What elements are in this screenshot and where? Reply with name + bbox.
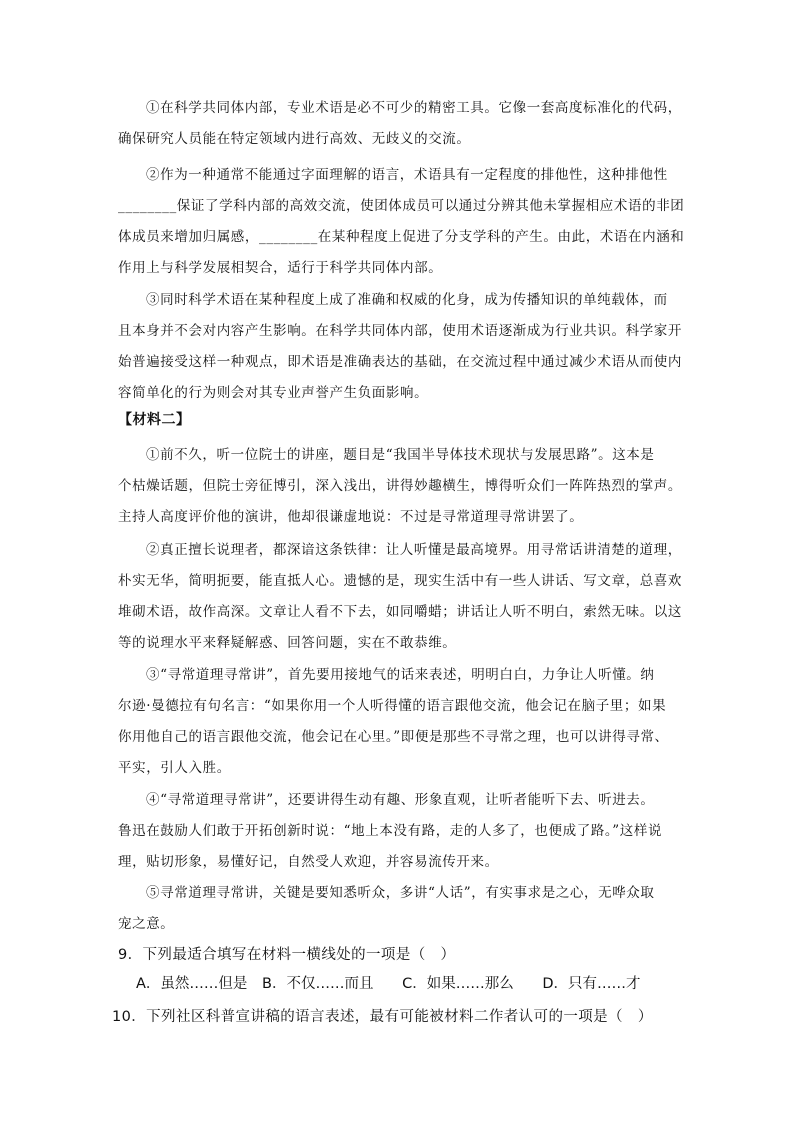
text-line: ⑤寻常道理寻常讲，关键是要知悉听众，多讲“人话”，有实事求是之心，无哗众取 — [146, 885, 655, 901]
material1-paragraph-3 — [118, 285, 682, 409]
material2-header: 【材料二】 — [118, 412, 191, 428]
text-line: 理，贴切形象，易懂好记，自然受人欢迎，并容易流传开来。 — [118, 854, 499, 870]
text-line: 朴实无华，简明扼要，能直抵人心。遗憾的是，现实生活中有一些人讲话、写文章，总喜欢 — [118, 573, 682, 589]
text-line: ④“寻常道理寻常讲”，还要讲得生动有趣、形象直观，让听者能听下去、听进去。 — [146, 792, 655, 808]
text-line: 体成员来增加归属感，________在某种程度上促进了分支学科的产生。由此，术语在内涵和 — [118, 229, 685, 245]
option-b: B．不仅……而且 — [262, 976, 374, 992]
material1-paragraph-1 — [118, 93, 682, 155]
material1-paragraph-2 — [118, 160, 685, 284]
text-line: ①前不久，听一位院士的讲座，题目是“我国半导体技术现状与发展思路”。这本是 — [146, 447, 655, 463]
material2-paragraph-1 — [118, 440, 682, 533]
question-9-stem: 9．下列最适合填写在材料一横线处的一项是（ ） — [118, 947, 456, 963]
question-10-stem: 10．下列社区科普宣讲稿的语言表述，最有可能被材料二作者认可的一项是（ ） — [112, 1009, 653, 1025]
text-line: ①在科学共同体内部，专业术语是必不可少的精密工具。它像一套高度标准化的代码， — [146, 100, 682, 116]
text-line: ②作为一种通常不能通过字面理解的语言，术语具有一定程度的排他性，这种排他性 — [146, 167, 668, 183]
text-line: 等的说理水平来释疑解惑、回答问题，实在不敢恭维。 — [118, 635, 457, 651]
text-line: 平实，引人入胜。 — [118, 760, 231, 776]
option-a: A．虽然……但是 — [136, 976, 248, 992]
option-c: C．如果……那么 — [402, 976, 514, 992]
text-line: ②真正擅长说理者，都深谙这条铁律：让人听懂是最高境界。用寻常话讲清楚的道理， — [146, 542, 682, 558]
text-line: ③“寻常道理寻常讲”，首先要用接地气的话来表述，明明白白，力争让人听懂。纳 — [146, 667, 655, 683]
text-line: 尔逊·曼德拉有句名言：“如果你用一个人听得懂的语言跟他交流，他会记在脑子里；如果 — [118, 698, 667, 714]
text-line: 始普遍接受这样一种观点，即术语是准确表达的基础，在交流过程中通过减少术语从而使内 — [118, 354, 682, 370]
text-line: 且本身并不会对内容产生影响。在科学共同体内部，使用术语逐渐成为行业共识。科学家开 — [118, 323, 682, 339]
material2-paragraph-5 — [118, 878, 678, 940]
text-line: 宠之意。 — [118, 916, 175, 932]
text-line: 容简单化的行为则会对其专业声誉产生负面影响。 — [118, 385, 429, 401]
text-line: 堆砌术语，故作高深。文章让人看不下去，如同嚼蜡；讲话让人听不明白，索然无味。以这 — [118, 604, 682, 620]
text-line: 个枯燥话题，但院士旁征博引，深入浅出，讲得妙趣横生，博得听众们一阵阵热烈的掌声。 — [118, 478, 682, 494]
material2-paragraph-2 — [118, 535, 682, 659]
material2-paragraph-4 — [118, 785, 678, 878]
text-line: ________保证了学科内部的高效交流，使团体成员可以通过分辨其他未掌握相应术语的非团 — [118, 198, 685, 214]
material2-paragraph-3 — [118, 660, 678, 784]
text-line: 鲁迅在鼓励人们敢于开拓创新时说：“地上本没有路，走的人多了，也便成了路。”这样说 — [118, 823, 663, 839]
text-line: 你用他自己的语言跟他交流，他会记在心里。”即便是那些不寻常之理，也可以讲得寻常、 — [118, 729, 669, 745]
option-d: D．只有……才 — [542, 976, 641, 992]
text-line: ③同时科学术语在某种程度上成了准确和权威的化身，成为传播知识的单纯载体，而 — [146, 292, 668, 308]
text-line: 确保研究人员能在特定领域内进行高效、无歧义的交流。 — [118, 131, 471, 147]
text-line: 作用上与科学发展相契合，适行于科学共同体内部。 — [118, 260, 443, 276]
question-9-options — [136, 972, 651, 993]
text-line: 主持人高度评价他的演讲，他却很谦虚地说：不过是寻常道理寻常讲罢了。 — [118, 509, 584, 525]
